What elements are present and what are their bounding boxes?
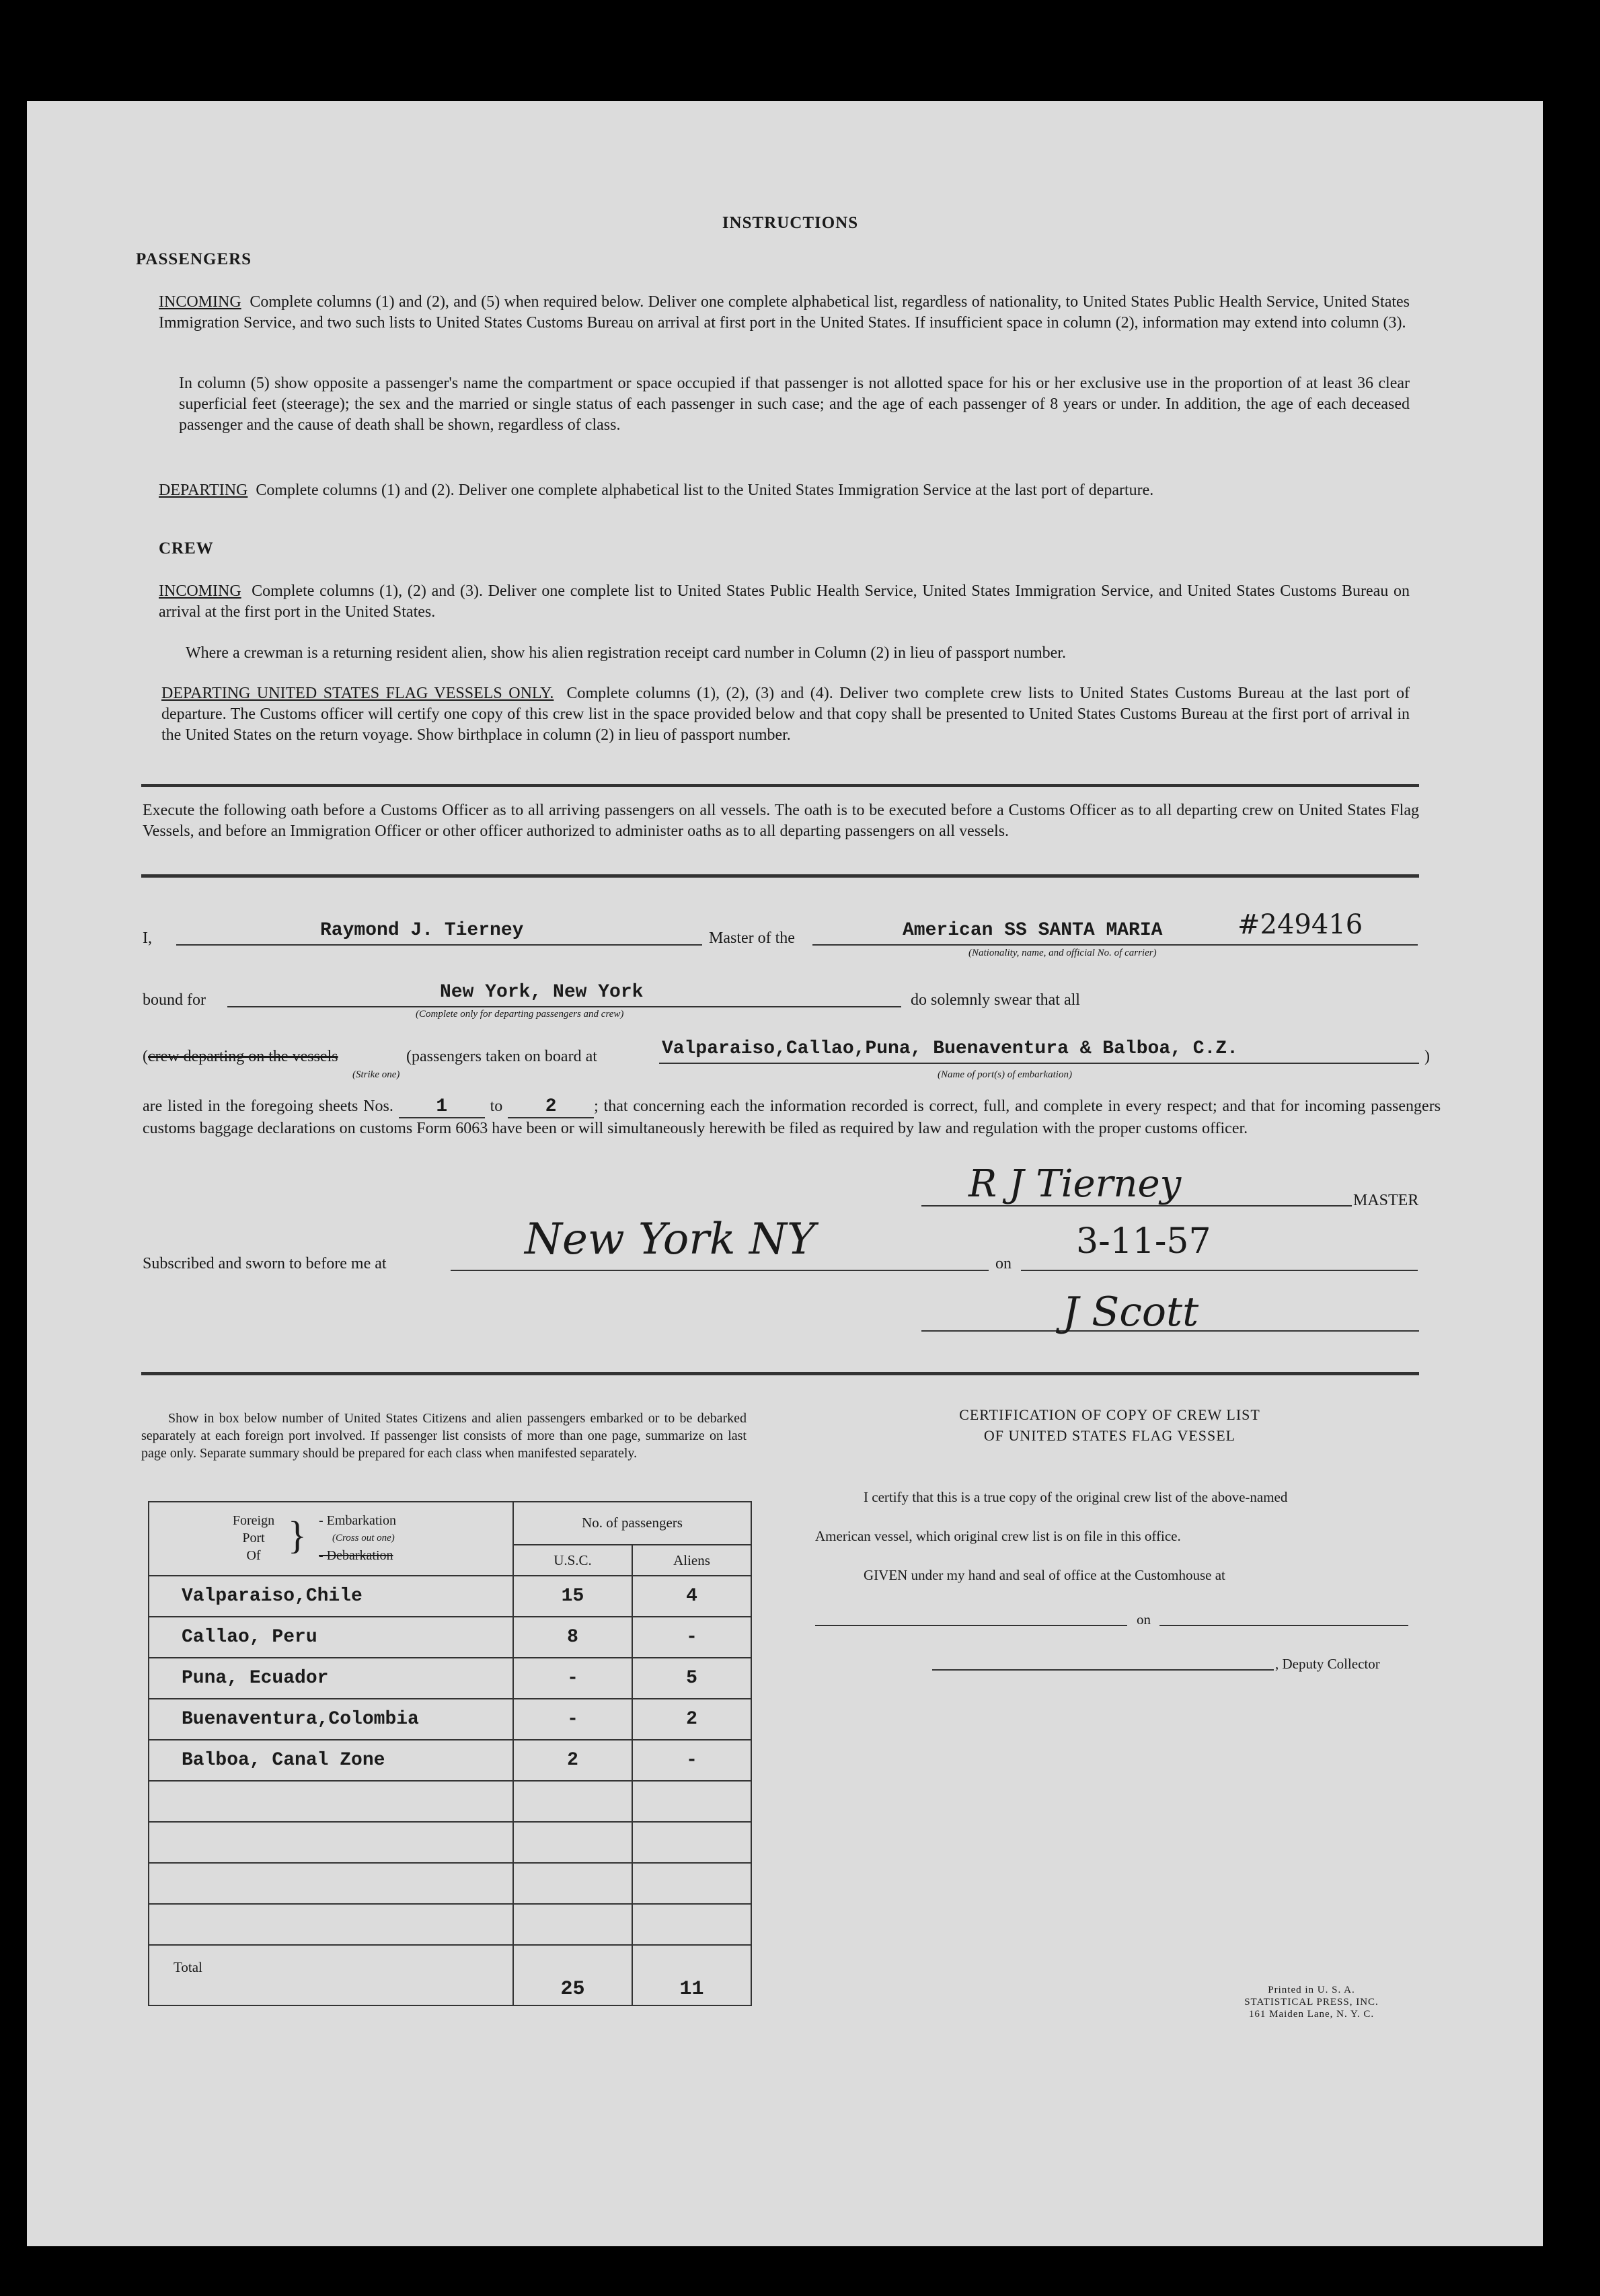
- certification-title-line: OF UNITED STATES FLAG VESSEL: [983, 1427, 1236, 1444]
- usc-cell: -: [513, 1658, 632, 1699]
- usc-cell: 15: [513, 1576, 632, 1617]
- table-row: [149, 1822, 751, 1863]
- vessel-number: #249416: [1237, 909, 1363, 940]
- listed-text: ; that concerning each the information recorded is correct, full, and complete in every respect; and that for incoming passengers customs baggage declarations on customs Form 6063 have been or will simultaneously herewith be filed as required by law and regulation with the proper customs officer.: [143, 1098, 1441, 1137]
- sworn-date: 3-11-57: [1076, 1221, 1211, 1262]
- table-header-row: [149, 1502, 751, 1576]
- master-signature: R J Tierney: [968, 1162, 1182, 1206]
- listed-label: are listed in the foregoing sheets Nos.: [143, 1098, 393, 1115]
- aliens-cell: 2: [632, 1699, 751, 1740]
- sworn-place-line: [451, 1270, 989, 1271]
- ports-value: Valparaiso,Callao,Puna, Buenaventura & Balboa, C.Z.: [662, 1038, 1238, 1059]
- debark-label: - Debarkation: [319, 1548, 393, 1563]
- aliens-cell: [632, 1904, 751, 1945]
- crew-incoming-label: INCOMING: [159, 582, 241, 600]
- summary-instructions: Show in box below number of United States Citizens and alien passengers embarked or to be debarked separately at each foreign port involved. If passenger list consists of more than one page, summarize on last page only. Separate summary should be prepared for each class when manifested separately.: [141, 1411, 747, 1461]
- instructions-title: INSTRUCTIONS: [722, 214, 859, 232]
- passenger-summary-table: [148, 1501, 752, 2006]
- port-cell: Puna, Ecuador: [149, 1658, 513, 1699]
- brace-glyph: }: [288, 1513, 307, 1557]
- total-usc: 25: [513, 1945, 632, 2005]
- port-cell: [149, 1781, 513, 1822]
- passengers-header-cell: [513, 1502, 751, 1576]
- customhouse-line: [815, 1625, 1127, 1626]
- cross-label: (Cross out one): [332, 1533, 395, 1543]
- crew-heading: CREW: [159, 539, 214, 558]
- port-cell: Valparaiso,Chile: [149, 1576, 513, 1617]
- aliens-cell: [632, 1822, 751, 1863]
- usc-cell: -: [513, 1699, 632, 1740]
- strike-caption: (Strike one): [352, 1069, 400, 1080]
- usc-cell: 2: [513, 1740, 632, 1781]
- port-header-line: Port: [242, 1531, 265, 1545]
- sheet-from: 1: [436, 1096, 448, 1117]
- incoming-paragraph: [159, 292, 1410, 334]
- subscribed-label: Subscribed and sworn to before me at: [143, 1255, 387, 1272]
- crew-incoming-text: Complete columns (1), (2) and (3). Deliver one complete list to United States Public Health Service, United States Immigration Service, and United States Customs Bureau on arrival at the first port in the United States.: [159, 582, 1410, 621]
- subheader-row: [514, 1545, 751, 1575]
- port-cell: [149, 1822, 513, 1863]
- master-label: MASTER: [1353, 1192, 1419, 1209]
- given-text: GIVEN under my hand and seal of office at the Customhouse at: [864, 1567, 1225, 1583]
- master-name: Raymond J. Tierney: [320, 920, 524, 941]
- officer-signature: J Scott: [1063, 1289, 1199, 1336]
- close-paren: ): [1424, 1048, 1430, 1065]
- table-row: [149, 1699, 751, 1740]
- table-row: [149, 1781, 751, 1822]
- printer-line: Printed in U. S. A.: [1268, 1985, 1355, 1995]
- crewman-paragraph: Where a crewman is a returning resident alien, show his alien registration receipt card number in Column (2) in lieu of passport number.: [186, 644, 1066, 662]
- bound-for-line: [227, 1006, 901, 1007]
- departing-paragraph: [159, 480, 1410, 501]
- usc-cell: [513, 1863, 632, 1904]
- certification-title: [861, 1404, 1359, 1446]
- master-of-label: Master of the: [709, 929, 795, 947]
- table-row: [149, 1863, 751, 1904]
- column5-paragraph: In column (5) show opposite a passenger's name the compartment or space occupied if that passenger is not allotted space for his or her exclusive use in the proportion of at least 36 clear superficial feet (steerage); the sex and the married or single status of each passenger in such case; and the age of each passenger of 8 years or under. In addition, the age of each deceased passenger and the cause of death shall be shown, regardless of class.: [179, 375, 1410, 434]
- aliens-cell: 4: [632, 1576, 751, 1617]
- incoming-label: INCOMING: [159, 293, 241, 311]
- passengers-header: No. of passengers: [514, 1502, 751, 1545]
- port-cell: Buenaventura,Colombia: [149, 1699, 513, 1740]
- embark-header: [319, 1512, 396, 1564]
- departing-flag-label: DEPARTING UNITED STATES FLAG VESSELS ONLY.: [161, 685, 554, 702]
- total-aliens: 11: [632, 1945, 751, 2005]
- certify-text-2: American vessel, which original crew list is on file in this office.: [815, 1528, 1181, 1544]
- master-name-line: [176, 944, 702, 946]
- ports-caption: (Name of port(s) of embarkation): [938, 1069, 1072, 1080]
- table-row: [149, 1658, 751, 1699]
- table-row: [149, 1617, 751, 1658]
- port-header-line: Of: [246, 1548, 261, 1563]
- vessel-caption: (Nationality, name, and official No. of carrier): [968, 948, 1157, 958]
- sworn-on-label: on: [995, 1255, 1012, 1272]
- listed-paragraph: [143, 1096, 1441, 1139]
- departing-flag-text: Complete columns (1), (2), (3) and (4). Deliver two complete crew lists to United States Customs Bureau at the last port of departure. The Customs officer will certify one copy of this crew list in the space provided below and that copy shall be presented to United States Customs Bureau at the first port of arrival in the United States on the return voyage. Show birthplace in column (2) in lieu of passport number.: [161, 685, 1410, 744]
- port-header: [223, 1512, 284, 1564]
- port-cell: [149, 1904, 513, 1945]
- port-header-cell: [149, 1502, 513, 1576]
- deputy-line: [932, 1669, 1274, 1671]
- total-label: Total: [149, 1945, 513, 2005]
- departing-flag-paragraph: [161, 683, 1410, 746]
- port-cell: Balboa, Canal Zone: [149, 1740, 513, 1781]
- cert-date-line: [1159, 1625, 1408, 1626]
- table-row: [149, 1740, 751, 1781]
- cert-on-label: on: [1137, 1611, 1151, 1628]
- form-page: [27, 101, 1543, 2246]
- usc-cell: [513, 1822, 632, 1863]
- oath-intro: Execute the following oath before a Customs Officer as to all arriving passengers on all vessels. The oath is to be executed before a Customs Officer as to all departing crew on United States Flag Vessels, and before an Immigration Officer or other officer authorized to administer oaths as to all departing passengers on all vessels.: [143, 802, 1419, 840]
- departing-text: Complete columns (1) and (2). Deliver one complete alphabetical list to the United States Immigration Service at the last port of departure.: [256, 482, 1154, 499]
- sheet-to: 2: [545, 1096, 557, 1117]
- table-row: [149, 1576, 751, 1617]
- divider-rule: [141, 784, 1419, 787]
- aliens-cell: [632, 1863, 751, 1904]
- port-cell: [149, 1863, 513, 1904]
- to-label: to: [490, 1098, 503, 1115]
- vessel-name: American SS SANTA MARIA: [903, 920, 1163, 941]
- port-header-line: Foreign: [232, 1513, 275, 1528]
- port-cell: Callao, Peru: [149, 1617, 513, 1658]
- usc-cell: 8: [513, 1617, 632, 1658]
- printer-line: 161 Maiden Lane, N. Y. C.: [1248, 2009, 1375, 2020]
- usc-header: U.S.C.: [514, 1545, 633, 1575]
- bound-for-label: bound for: [143, 991, 206, 1009]
- usc-cell: [513, 1904, 632, 1945]
- departing-label: DEPARTING: [159, 482, 248, 499]
- crew-incoming-paragraph: [159, 581, 1410, 623]
- certification-title-line: CERTIFICATION OF COPY OF CREW LIST: [959, 1406, 1260, 1423]
- aliens-cell: -: [632, 1617, 751, 1658]
- incoming-text: Complete columns (1) and (2), and (5) when required below. Deliver one complete alphabetical list, regardless of nationality, to United States Public Health Service, United States Immigration Service, and two such lists to United States Customs Bureau on arrival at first port in the United States. If insufficient space in column (2), information may extend into column (3).: [159, 293, 1410, 332]
- aliens-cell: 5: [632, 1658, 751, 1699]
- vessel-line: [812, 944, 1418, 946]
- printer-imprint: [1204, 1984, 1419, 2020]
- printer-line: STATISTICAL PRESS, INC.: [1244, 1997, 1379, 2007]
- aliens-cell: -: [632, 1740, 751, 1781]
- passengers-heading: PASSENGERS: [136, 250, 252, 268]
- crew-struck: crew departing on the vessels: [148, 1048, 338, 1065]
- bound-caption: (Complete only for departing passengers and crew): [416, 1009, 624, 1020]
- aliens-header: Aliens: [673, 1552, 710, 1568]
- aliens-cell: [632, 1781, 751, 1822]
- strike-choice: (crew departing on the vessels: [143, 1048, 338, 1065]
- oath-i-label: I,: [143, 929, 152, 947]
- ports-line: [659, 1063, 1419, 1064]
- total-row: [149, 1945, 751, 2005]
- passengers-label: (passengers taken on board at: [406, 1048, 597, 1065]
- divider-rule: [141, 1372, 1419, 1375]
- bound-for-value: New York, New York: [440, 982, 644, 1003]
- embark-label: - Embarkation: [319, 1513, 396, 1528]
- certify-text-1: I certify that this is a true copy of the original crew list of the above-named: [864, 1489, 1288, 1505]
- swear-label: do solemnly swear that all: [911, 991, 1080, 1009]
- usc-cell: [513, 1781, 632, 1822]
- deputy-label: , Deputy Collector: [1275, 1656, 1380, 1672]
- divider-rule: [141, 874, 1419, 878]
- sworn-date-line: [1021, 1270, 1418, 1271]
- table-row: [149, 1904, 751, 1945]
- sworn-place: New York NY: [525, 1215, 816, 1264]
